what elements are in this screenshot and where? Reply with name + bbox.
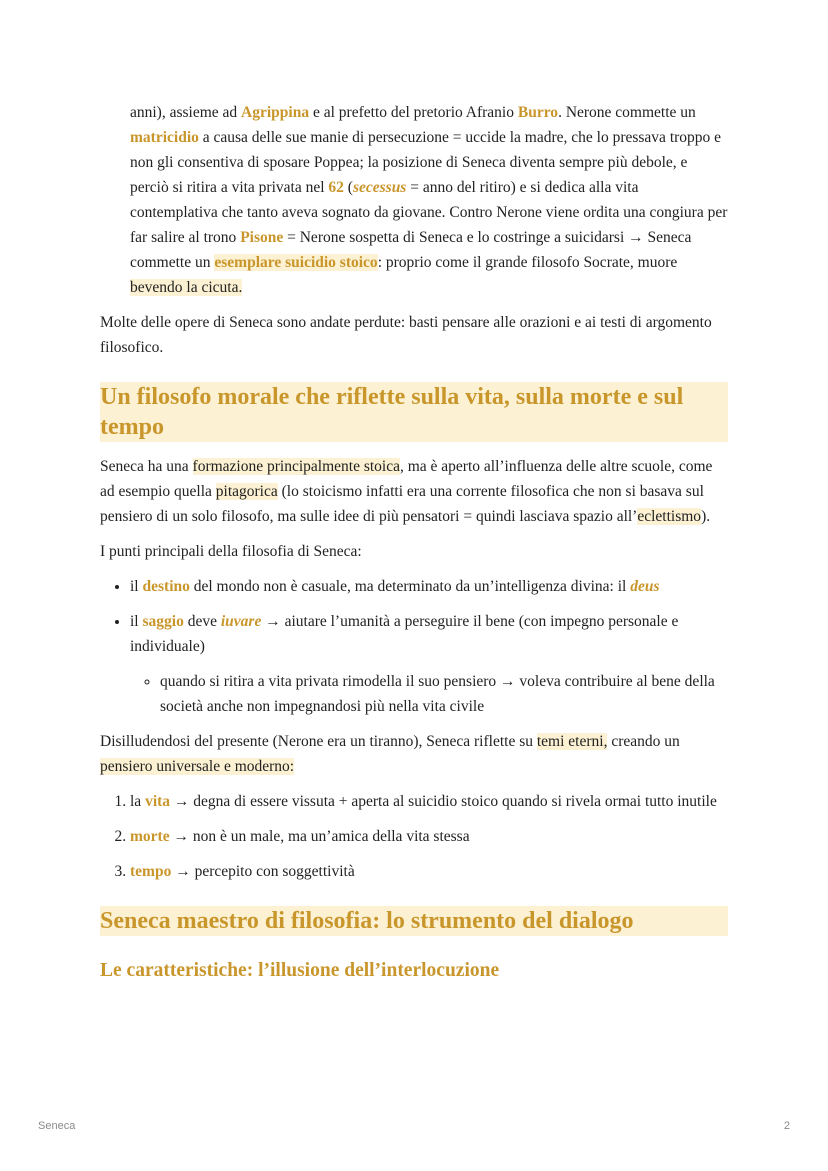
- text: → non è un male, ma un’amica della vita stessa: [169, 828, 470, 845]
- list-item: [130, 859, 728, 884]
- text: ).: [701, 508, 711, 525]
- text: → aiutare l’umanità a perseguire il bene (con impegno personale e individuale): [130, 613, 679, 655]
- keyword-year: 62: [328, 179, 344, 196]
- list-item: [130, 824, 728, 849]
- highlight-pitagorica: pitagorica: [215, 483, 278, 500]
- text: la: [130, 793, 146, 810]
- text: deve: [183, 613, 221, 630]
- paragraph-punti: I punti principali della filosofia di Seneca:: [100, 543, 362, 560]
- keyword-agrippina: Agrippina: [241, 104, 310, 121]
- subheading-caratteristiche: Le caratteristiche: l’illusione dell’interlocuzione: [100, 960, 500, 981]
- page-content: [100, 100, 728, 984]
- text: anni), assieme ad: [130, 104, 242, 121]
- list-item: [130, 609, 728, 719]
- list-item: ◦ quando si ritira a vita privata rimodella il suo pensiero → voleva contribuire al bene della società anche non impegnandosi più nella vita civile: [160, 669, 728, 719]
- highlight-eclettismo: eclettismo: [637, 508, 702, 525]
- text: Seneca ha una: [100, 458, 193, 475]
- text: = Nerone sospetta di Seneca e lo costringe a suicidarsi → Seneca commette un: [130, 229, 692, 271]
- text: , ma è aperto all’influenza delle altre scuole, come ad esempio quella: [100, 458, 713, 500]
- keyword-iuvare: iuvare: [220, 613, 262, 630]
- paragraph-opere: Molte delle opere di Seneca sono andate perdute: basti pensare alle orazioni e ai testi di argomento filosofico.: [100, 314, 712, 356]
- highlight-cicuta: bevendo la cicuta.: [130, 279, 243, 296]
- keyword-matricidio: matricidio: [130, 129, 199, 146]
- text: il: [130, 613, 143, 630]
- section-heading-maestro: Seneca maestro di filosofia: lo strumento del dialogo: [100, 906, 728, 936]
- intro-paragraph-continued: [100, 100, 728, 300]
- footer-title: Seneca: [38, 1120, 76, 1132]
- bullet-list: [100, 574, 728, 719]
- keyword-tempo: tempo: [130, 863, 172, 880]
- paragraph-temi: [100, 729, 728, 779]
- section-heading-filosofo: Un filosofo morale che riflette sulla vita, sulla morte e sul tempo: [100, 382, 728, 442]
- keyword-destino: destino: [142, 578, 190, 595]
- text: del mondo non è casuale, ma determinato da un’intelligenza divina: il: [189, 578, 631, 595]
- list-item: [130, 574, 728, 599]
- text: (lo stoicismo infatti era una corrente filosofica che non si basava sul pensiero di un solo filosofo, ma sulle idee di più pensatori = quindi lasciava spazio all’: [100, 483, 704, 525]
- paragraph-formazione: [100, 454, 728, 529]
- text: : proprio come il grande filosofo Socrate, muore: [377, 254, 678, 271]
- text: a causa delle sue manie di persecuzione = uccide la madre, che lo pressava troppo e non gli consentiva di sposare Poppea; la posizione di Seneca diventa sempre più debole, e perciò si ritira a vita privata nel: [130, 129, 722, 196]
- text: . Nerone commette un: [558, 104, 696, 121]
- text: = anno del ritiro) e si dedica alla vita contemplativa che tanto aveva sognato da giovane. Contro Nerone viene ordita una congiura per far salire al trono: [130, 179, 728, 246]
- keyword-vita: vita: [145, 793, 171, 810]
- highlight-temi: temi eterni,: [536, 733, 608, 750]
- text: creando un: [607, 733, 680, 750]
- highlight-pensiero: pensiero universale e moderno:: [100, 758, 295, 775]
- keyword-morte: morte: [130, 828, 170, 845]
- numbered-list: [100, 789, 728, 884]
- sub-bullet-list: [130, 669, 728, 719]
- text: → degna di essere vissuta + aperta al suicidio stoico quando si rivela ormai tutto inutile: [170, 793, 717, 810]
- highlight-formazione: formazione principalmente stoica: [192, 458, 400, 475]
- text: il: [130, 578, 143, 595]
- text: e al prefetto del pretorio Afranio: [309, 104, 518, 121]
- keyword-suicidio: esemplare suicidio stoico: [214, 254, 378, 271]
- keyword-burro: Burro: [517, 104, 559, 121]
- keyword-pisone: Pisone: [240, 229, 284, 246]
- text: (: [343, 179, 353, 196]
- text: Disilludendosi del presente (Nerone era un tiranno), Seneca riflette su: [100, 733, 537, 750]
- keyword-saggio: saggio: [142, 613, 184, 630]
- keyword-deus: deus: [630, 578, 660, 595]
- text: → percepito con soggettività: [171, 863, 355, 880]
- keyword-secessus: secessus: [352, 179, 407, 196]
- page-number: 2: [783, 1120, 790, 1132]
- list-item: [130, 789, 728, 814]
